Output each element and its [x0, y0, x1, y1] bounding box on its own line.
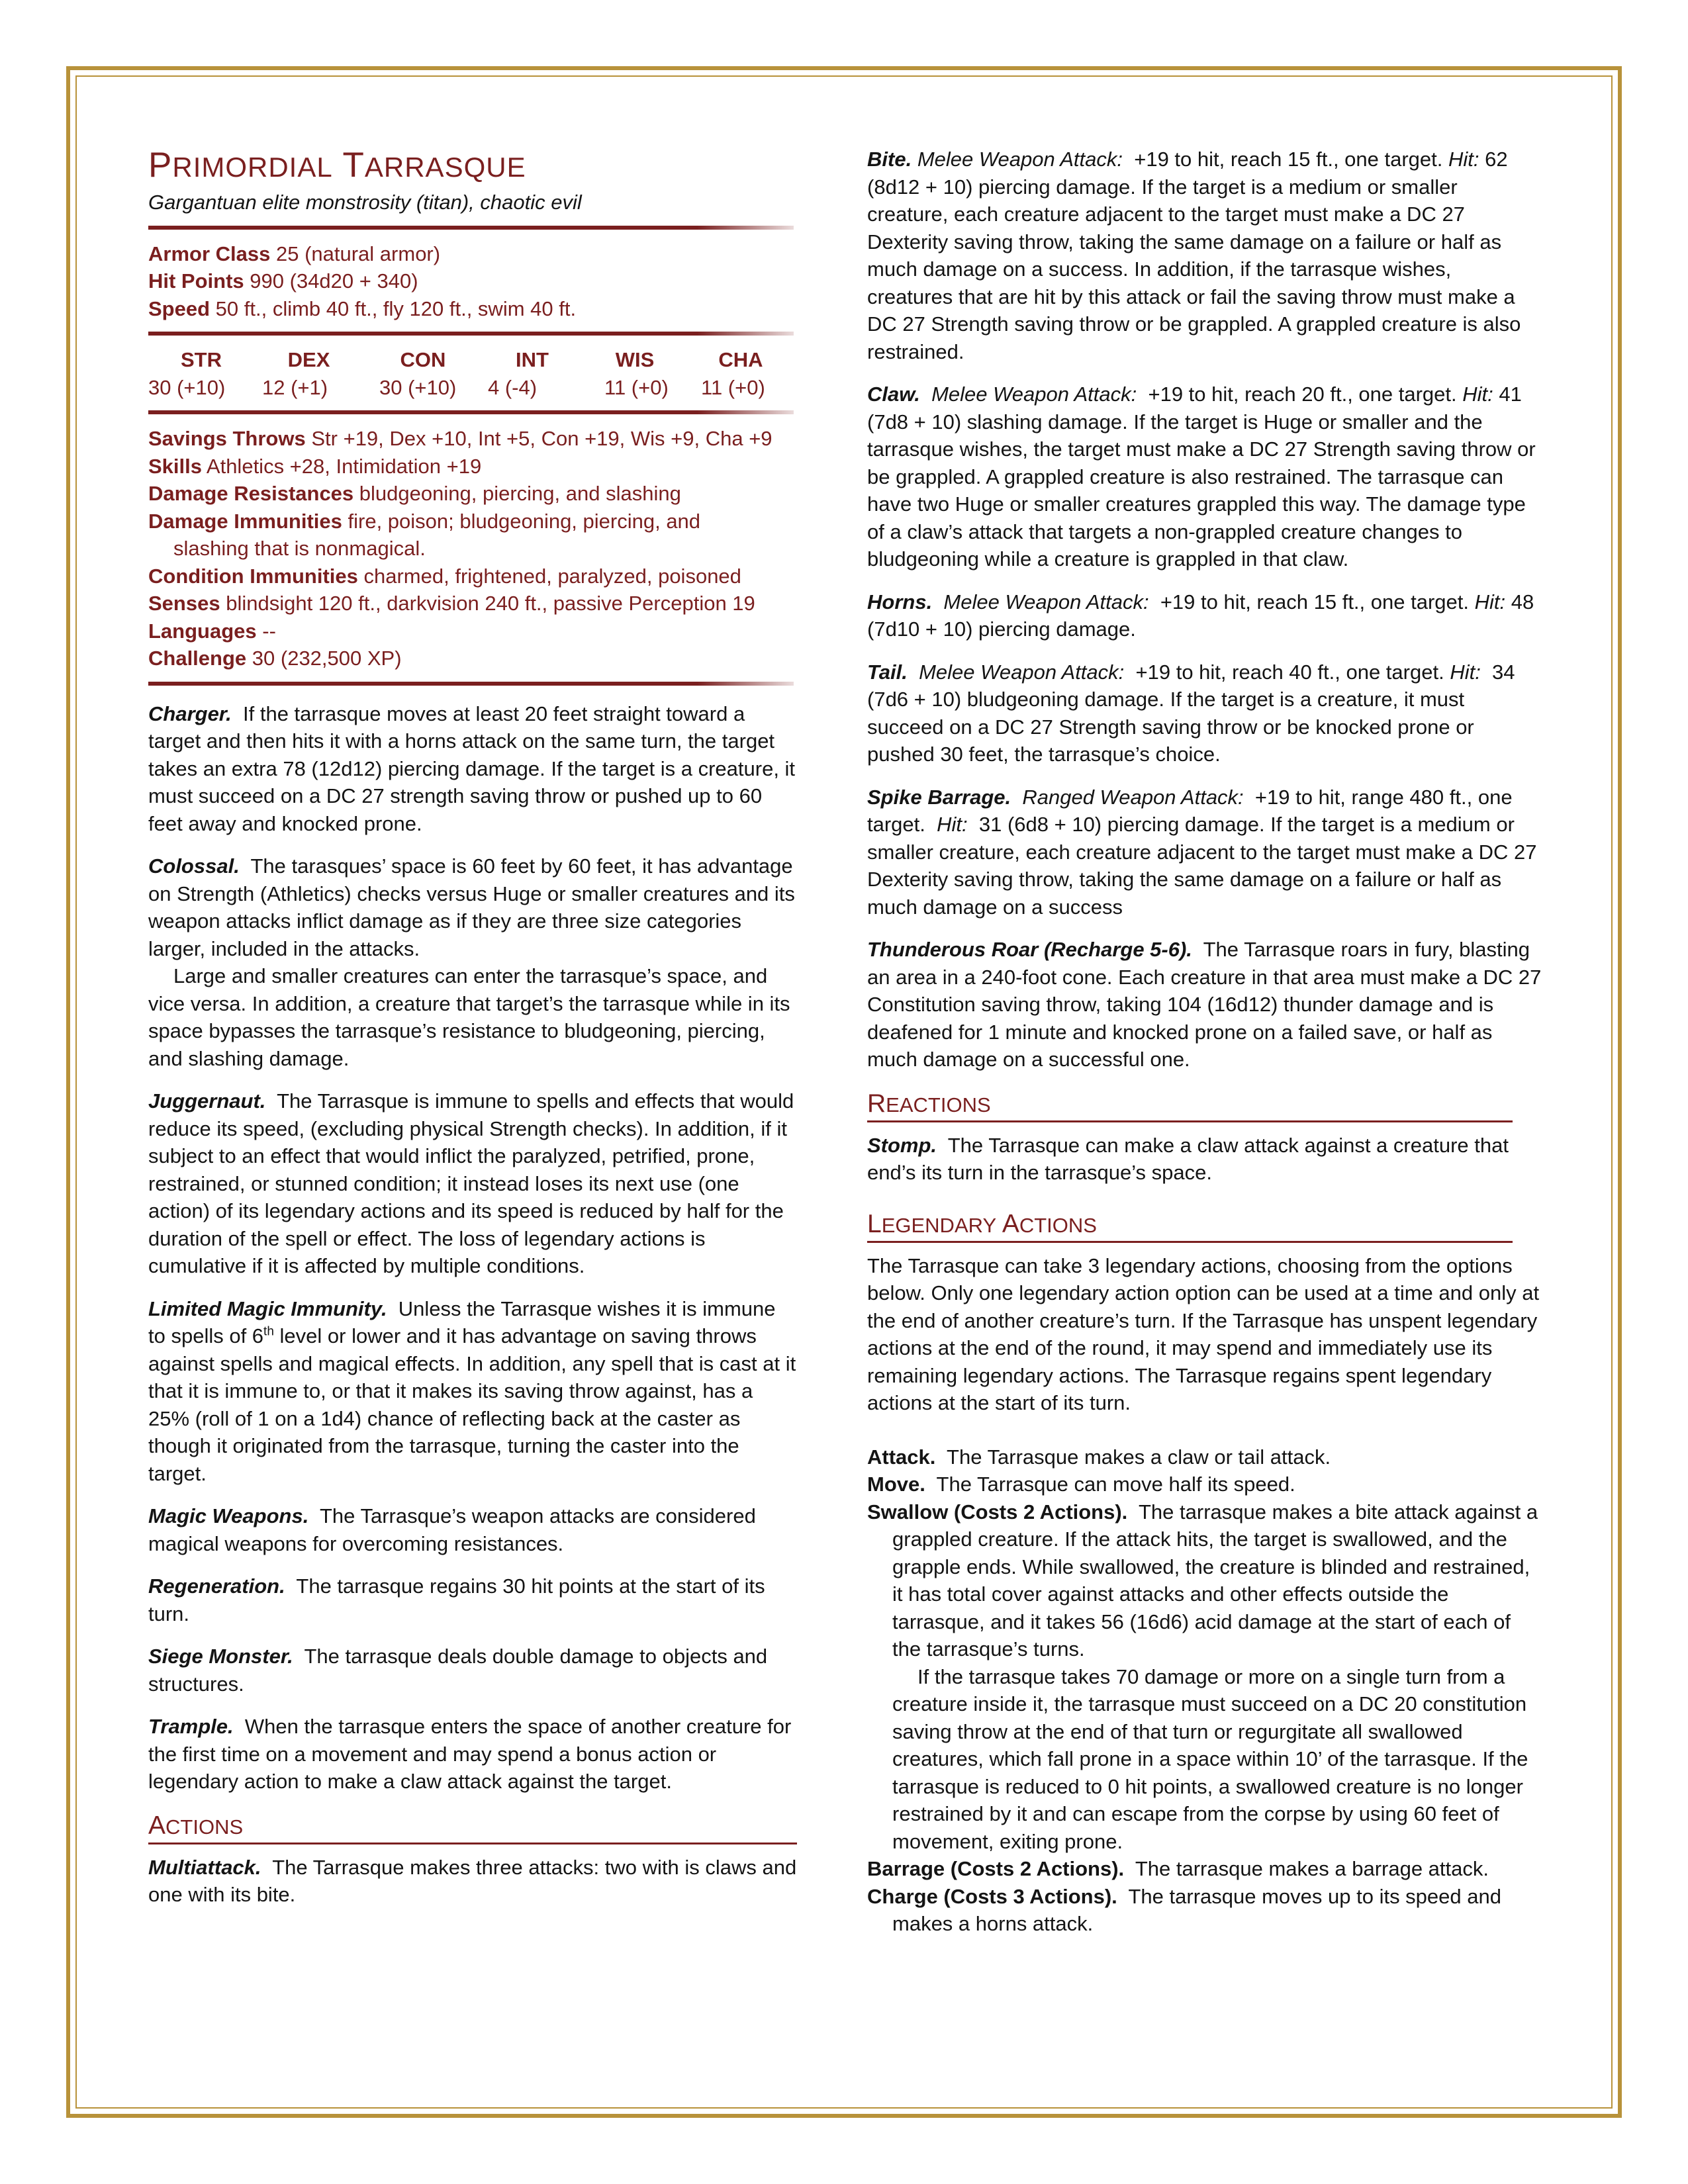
trait-juggernaut: Juggernaut. The Tarrasque is immune to spells and effects that would reduce its speed, (excluding physical Strength checks). In addition, if it subject to an effect that would inflict the paralyzed, petrified, prone, restrained, or stunned condition; it instead loses its next use (one action) of its legendary actions and its speed is reduced by half for the duration of the spell or effect. The loss of legendary actions is cumulative if it is affected by multiple conditions.: [148, 1089, 794, 1277]
legendary-move: Move. The Tarrasque can move half its speed.: [867, 1473, 1295, 1496]
action-claw: Claw. Melee Weapon Attack: +19 to hit, reach 20 ft., one target. Hit: 41 (7d8 + 10) slashing damage. If the target is Huge or smaller and the tarrasque wishes, the target must make a DC 27 Strength saving throw or be grappled. A grappled creature is also restrained. The tarrasque can have two Huge or smaller creatures grappled this way. The damage type of a claw’s attack that targets a non-grappled creature changes to bludgeoning while a creature is grappled in that claw.: [867, 383, 1536, 570]
action-horns: Horns. Melee Weapon Attack: +19 to hit, reach 15 ft., one target. Hit: 48 (7d10 + 10) piercing damage.: [867, 590, 1534, 641]
divider: [148, 410, 794, 414]
ability-value: 30 (+10): [148, 375, 226, 399]
divider: [148, 332, 794, 336]
legendary-actions-heading: LEGENDARY ACTIONS: [867, 1209, 1513, 1243]
action-tail: Tail. Melee Weapon Attack: +19 to hit, reach 40 ft., one target. Hit: 34 (7d6 + 10) bludgeoning damage. If the target is a creature, it must succeed on a DC 27 Strength saving throw or be knocked prone or pushed 30 feet, the tarrasque’s choice.: [867, 660, 1515, 766]
trait-limited-magic-immunity: Limited Magic Immunity. Unless the Tarrasque wishes it is immune to spells of 6th level or lower and it has advantage on saving throws against spells and magical effects. In addition, any spell that is cast at it that it is immune to, or that it makes its saving throw against, has a 25% (roll of 1 on a 1d4) chance of reflecting back at the caster as though it originated from the tarrasque, turning the caster into the target.: [148, 1297, 796, 1485]
reaction-stomp: Stomp. The Tarrasque can make a claw attack against a creature that end’s its turn in the tarrasque’s space.: [867, 1133, 1509, 1184]
damage-resistances: Damage Resistances bludgeoning, piercing, and slashing: [148, 482, 681, 505]
damage-immunities: Damage Immunities fire, poison; bludgeoning, piercing, and slashing that is nonmagical.: [148, 509, 701, 560]
legendary-attack: Attack. The Tarrasque makes a claw or tail attack.: [867, 1445, 1331, 1469]
speed: Speed 50 ft., climb 40 ft., fly 120 ft., swim 40 ft.: [148, 296, 577, 320]
legendary-barrage: Barrage (Costs 2 Actions). The tarrasque makes a barrage attack.: [867, 1857, 1489, 1880]
right-column: [867, 146, 1542, 1938]
ability-header: CHA: [718, 348, 763, 371]
trait-charger: Charger. If the tarrasque moves at least 20 feet straight toward a target and then hits it with a horns attack on the same turn, the target takes an extra 78 (12d12) piercing damage. If the target is a creature, it must succeed on a DC 27 strength saving throw or pushed up to 60 feet away and knocked prone.: [148, 702, 796, 835]
saving-throws: Savings Throws Str +19, Dex +10, Int +5, Con +19, Wis +9, Cha +9: [148, 427, 773, 450]
hit-points: Hit Points 990 (34d20 + 340): [148, 269, 418, 293]
action-thunderous-roar: Thunderous Roar (Recharge 5-6). The Tarrasque roars in fury, blasting an area in a 240-foot cone. Each creature in that area must make a DC 27 Constitution saving throw, taking 104 (16d12) thunder damage and is deafened for 1 minute and knocked prone on a failed save, or half as much damage on a successful one.: [867, 938, 1542, 1071]
ability-header: INT: [516, 348, 549, 371]
trait-siege-monster: Siege Monster. The tarrasque deals double damage to objects and structures.: [148, 1645, 768, 1696]
ability-header: DEX: [287, 348, 330, 371]
actions-heading: ACTIONS: [148, 1811, 797, 1844]
ability-header: STR: [181, 348, 222, 371]
ability-header: CON: [400, 348, 446, 371]
skills: Skills Athletics +28, Intimidation +19: [148, 454, 482, 478]
condition-immunities: Condition Immunities charmed, frightened, paralyzed, poisoned: [148, 564, 741, 588]
trait-magic-weapons: Magic Weapons. The Tarrasque’s weapon attacks are considered magical weapons for overcoming resistances.: [148, 1504, 756, 1555]
ability-value: 12 (+1): [262, 375, 328, 399]
legendary-charge: Charge (Costs 3 Actions). The tarrasque moves up to its speed and makes a horns attack.: [867, 1884, 1501, 1935]
reactions-heading: REACTIONS: [867, 1089, 1513, 1122]
ability-value: 11 (+0): [701, 375, 765, 399]
legendary-intro: The Tarrasque can take 3 legendary actions, choosing from the options below. Only one legendary action option can be used at a time and only at the end of another creature’s turn. If the Tarrasque has unspent legendary actions at the end of the round, it may spend and immediately use its remaining legendary actions. The Tarrasque regains spent legendary actions at the start of its turn.: [867, 1253, 1540, 1414]
trait-colossal: Colossal. The tarasques’ space is 60 feet by 60 feet, it has advantage on Strength (Athletics) checks versus Huge or smaller creatures and its weapon attacks inflict damage as if they are three size categories larger, included in the attacks. Large and smaller creatures can enter the tarrasque’s space, and vice versa. In addition, a creature that target’s the tarrasque while in its space bypasses the tarrasque’s resistance to bludgeoning, piercing, and slashing damage.: [148, 854, 795, 1070]
action-multiattack: Multiattack. The Tarrasque makes three attacks: two with is claws and one with its bite.: [148, 1855, 797, 1906]
monster-title: PRIMORDIAL TARRASQUE: [148, 146, 526, 185]
senses: Senses blindsight 120 ft., darkvision 240 ft., passive Perception 19: [148, 592, 755, 615]
action-spike-barrage: Spike Barrage. Ranged Weapon Attack: +19 to hit, range 480 ft., one target. Hit: 31 (6d8 + 10) piercing damage. If the target is a medium or smaller creature, each creature adjacent to the target must make a DC 27 Dexterity saving throw, taking the same damage on a failure or half as much damage on a success: [867, 785, 1537, 919]
trait-trample: Trample. When the tarrasque enters the space of another creature for the first time on a movement and may spend a bonus action or legendary action to make a claw attack against the target.: [148, 1715, 792, 1793]
trait-regeneration: Regeneration. The tarrasque regains 30 hit points at the start of its turn.: [148, 1574, 765, 1625]
ability-header: WIS: [615, 348, 655, 371]
challenge: Challenge 30 (232,500 XP): [148, 647, 402, 670]
monster-subtitle: Gargantuan elite monstrosity (titan), chaotic evil: [148, 191, 582, 214]
languages: Languages --: [148, 619, 276, 643]
divider: [148, 682, 794, 686]
armor-class: Armor Class 25 (natural armor): [148, 242, 441, 265]
ability-scores: [148, 346, 797, 401]
ability-value: 4 (-4): [488, 375, 538, 399]
ability-value: 11 (+0): [604, 375, 669, 399]
legendary-swallow-continued: If the tarrasque takes 70 damage or more on a single turn from a creature inside it, the tarrasque must succeed on a DC 20 constitution saving throw at the end of that turn or regurgitate all swallowed creatures, which fall prone in a space within 10’ of the tarrasque. If the tarrasque is reduced to 0 hit points, a swallowed creature is no longer restrained by it and can escape from the corpse by using 60 feet of movement, exiting prone.: [892, 1664, 1528, 1853]
legendary-swallow: Swallow (Costs 2 Actions). The tarrasque makes a bite attack against a grappled creature. If the attack hits, the target is swallowed, and the grapple ends. While swallowed, the creature is blinded and restrained, it has total cover against attacks and other effects outside the tarrasque, and it takes 56 (16d6) acid damage at the start of each of the tarrasque’s turns.: [867, 1500, 1538, 1661]
left-column: [148, 146, 797, 1924]
action-bite: Bite. Melee Weapon Attack: +19 to hit, reach 15 ft., one target. Hit: 62 (8d12 + 10) piercing damage. If the target is a medium or smaller creature, each creature adjacent to the target must make a DC 27 Dexterity saving throw, taking the same damage on a failure or half as much damage on a success. In addition, if the tarrasque wishes, creatures that are hit by this attack or fail the saving throw must make a DC 27 Strength saving throw or be grappled. A grappled creature is also restrained.: [867, 148, 1521, 363]
ability-value: 30 (+10): [379, 375, 457, 399]
divider: [148, 226, 794, 230]
